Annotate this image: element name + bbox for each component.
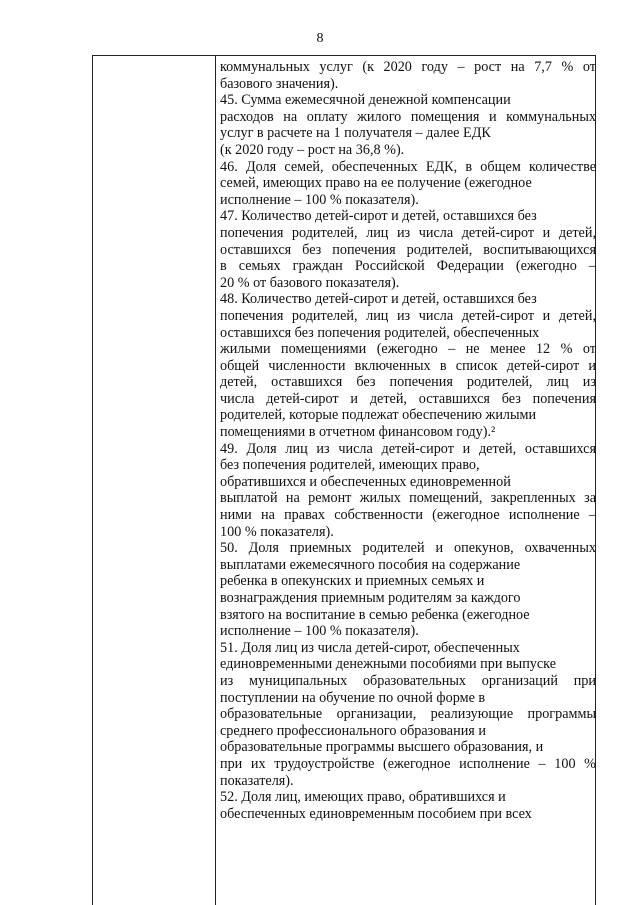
- text-line: оставшихся без попечения родителей, обеспеченных: [220, 324, 540, 341]
- text-line: семей, имеющих право на ее получение (ежегодное: [220, 175, 532, 192]
- text-line: выплатой на ремонт жилых помещений, закрепленных за: [220, 490, 596, 507]
- text-line: детей, оставшихся без попечения родителей, лиц из: [220, 374, 596, 391]
- text-line: 48. Количество детей-сирот и детей, оставшихся без: [220, 291, 537, 308]
- text-line: числа детей-сирот и детей, оставшихся без попечения: [220, 390, 596, 407]
- text-line: попечения родителей, лиц из числа детей-сирот и детей,: [220, 307, 596, 324]
- text-line: жилыми помещениями (ежегодно – не менее 12 % от: [220, 341, 596, 358]
- text-line: среднего профессионального образования и: [220, 722, 486, 739]
- text-line: 20 % от базового показателя).: [220, 274, 400, 291]
- text-line: обратившихся и обеспеченных единовременной: [220, 473, 511, 490]
- text-line: выплатами ежемесячного пособия на содержание: [220, 556, 521, 573]
- text-line: единовременными денежными пособиями при выпуске: [220, 656, 557, 673]
- text-line: ними на правах собственности (ежегодное исполнение –: [220, 507, 596, 524]
- column-divider: [215, 55, 216, 905]
- text-line: вознаграждения приемным родителям за каждого: [220, 590, 521, 606]
- text-line: оставшихся без попечения родителей, воспитывающихся: [220, 241, 596, 258]
- text-line: 46. Доля семей, обеспеченных ЕДК, в общем количестве: [220, 158, 596, 175]
- text-line: исполнение – 100 % показателя).: [220, 623, 419, 640]
- text-line: коммунальных услуг (к 2020 году – рост на 7,7 % от: [220, 59, 596, 75]
- text-line: из муниципальных образовательных организаций при: [220, 672, 596, 689]
- text-line: родителей, которые подлежат обеспечению жилыми: [220, 407, 537, 424]
- table-text-column: [220, 59, 596, 822]
- text-line: 52. Доля лиц, имеющих право, обратившихся и: [220, 789, 506, 806]
- text-line: 45. Сумма ежемесячной денежной компенсации: [220, 92, 511, 109]
- text-line: (к 2020 году – рост на 36,8 %).: [220, 141, 405, 158]
- text-line: базового значения).: [220, 75, 339, 92]
- text-line: исполнение – 100 % показателя).: [220, 191, 419, 208]
- text-line: без попечения родителей, имеющих право,: [220, 457, 480, 474]
- text-line: 49. Доля лиц из числа детей-сирот и детей, оставшихся: [220, 440, 596, 457]
- page-number: 8: [316, 31, 324, 46]
- text-line: образовательные организации, реализующие программы: [220, 706, 596, 723]
- text-line: ребенка в опекунских и приемных семьях и: [220, 573, 485, 590]
- text-line: в семьях граждан Российской Федерации (ежегодно –: [220, 258, 596, 275]
- text-line: помещениями в отчетном финансовом году).²: [220, 424, 496, 441]
- text-line: взятого на воспитание в семью ребенка (ежегодное: [220, 606, 530, 623]
- text-line: общей численности включенных в список детей-сирот и: [220, 357, 596, 374]
- text-line: при их трудоустройстве (ежегодное исполнение – 100 %: [220, 755, 596, 772]
- text-line: 51. Доля лиц из числа детей-сирот, обеспеченных: [220, 639, 520, 656]
- text-line: услуг в расчете на 1 получателя – далее ЕДК: [220, 125, 491, 142]
- text-line: образовательные программы высшего образования, и: [220, 739, 544, 756]
- text-line: попечения родителей, лиц из числа детей-сирот и детей,: [220, 224, 596, 241]
- text-line: поступлении на обучение по очной форме в: [220, 689, 486, 706]
- text-line: показателя).: [220, 772, 294, 789]
- text-line: 100 % показателя).: [220, 523, 334, 540]
- text-line: обеспеченных единовременным пособием при всех: [220, 805, 532, 822]
- text-line: расходов на оплату жилого помещения и коммунальных: [220, 108, 596, 125]
- text-line: 47. Количество детей-сирот и детей, оставшихся без: [220, 208, 537, 225]
- text-line: 50. Доля приемных родителей и опекунов, охваченных: [220, 540, 596, 557]
